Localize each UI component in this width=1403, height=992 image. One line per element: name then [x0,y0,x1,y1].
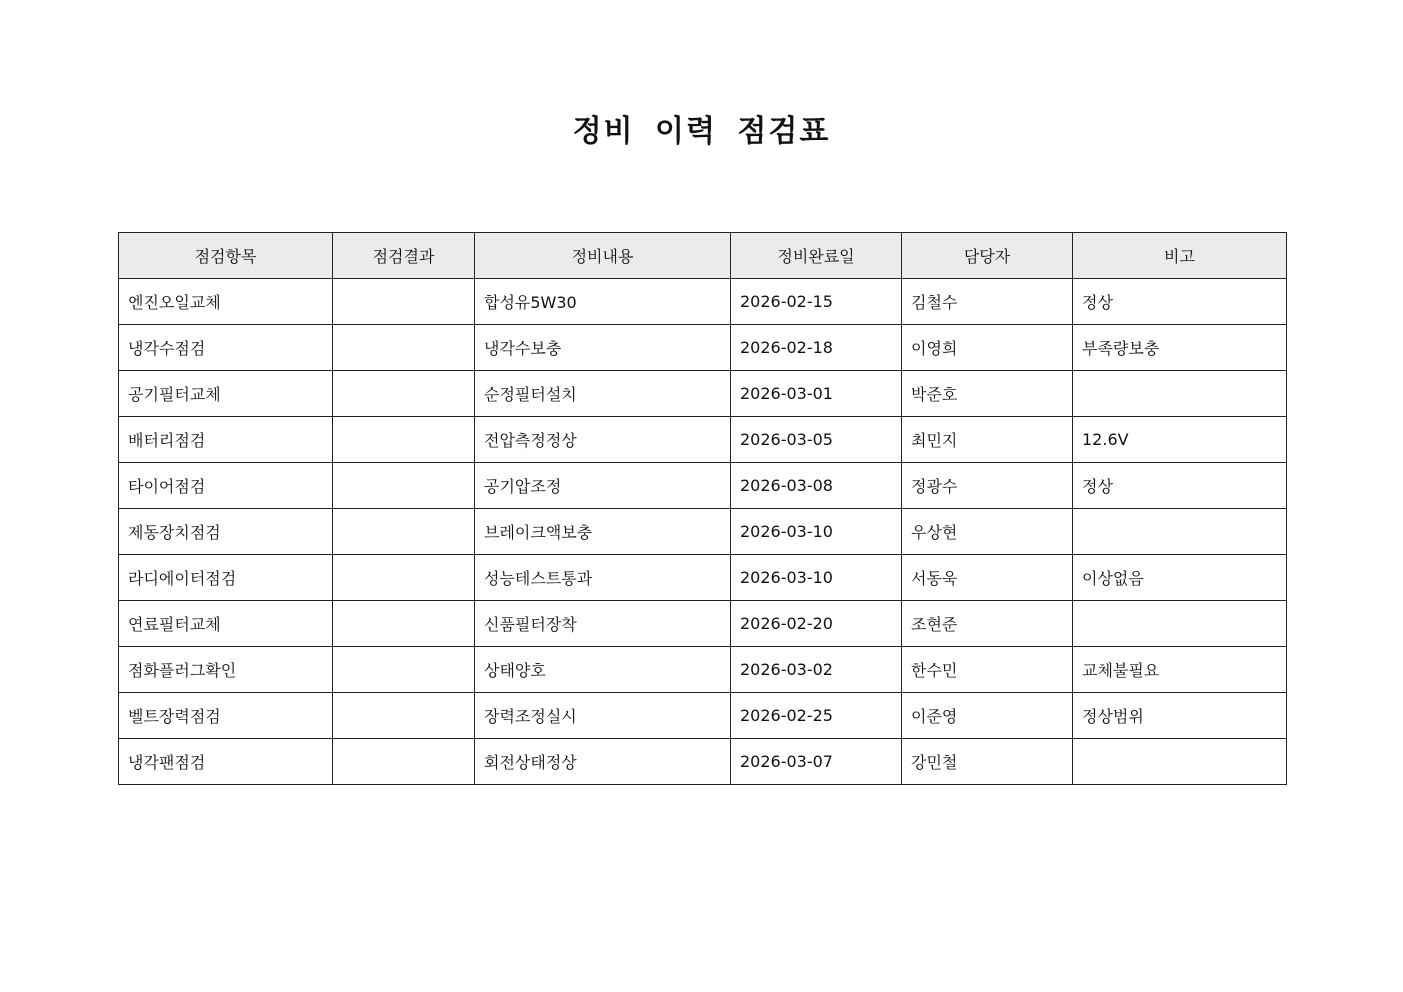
cell-maintenance-content: 냉각수보충 [475,325,731,371]
header-check-result: 점검결과 [333,233,475,279]
cell-completion-date: 2026-03-02 [731,647,902,693]
cell-manager: 박준호 [902,371,1073,417]
cell-completion-date: 2026-02-18 [731,325,902,371]
cell-maintenance-content: 공기압조정 [475,463,731,509]
cell-note: 정상범위 [1073,693,1287,739]
cell-maintenance-content: 회전상태정상 [475,739,731,785]
table-header-row [119,233,1287,279]
cell-completion-date: 2026-02-25 [731,693,902,739]
cell-note: 교체불필요 [1073,647,1287,693]
cell-manager: 정광수 [902,463,1073,509]
cell-manager: 한수민 [902,647,1073,693]
cell-check-item: 라디에이터점검 [119,555,333,601]
cell-manager: 이준영 [902,693,1073,739]
cell-check-result[interactable] [333,371,475,417]
header-check-item: 점검항목 [119,233,333,279]
cell-completion-date: 2026-03-10 [731,555,902,601]
cell-maintenance-content: 브레이크액보충 [475,509,731,555]
cell-check-result[interactable] [333,509,475,555]
table-row [119,279,1287,325]
cell-note: 정상 [1073,279,1287,325]
cell-completion-date: 2026-02-20 [731,601,902,647]
header-maintenance-content: 정비내용 [475,233,731,279]
cell-check-result[interactable] [333,601,475,647]
cell-check-result[interactable] [333,555,475,601]
cell-maintenance-content: 순정필터설치 [475,371,731,417]
cell-maintenance-content: 신품필터장착 [475,601,731,647]
table-row [119,555,1287,601]
cell-maintenance-content: 합성유5W30 [475,279,731,325]
table-row [119,647,1287,693]
cell-completion-date: 2026-03-05 [731,417,902,463]
cell-check-result[interactable] [333,325,475,371]
cell-check-item: 배터리점검 [119,417,333,463]
cell-check-item: 공기필터교체 [119,371,333,417]
cell-manager: 우상현 [902,509,1073,555]
cell-check-result[interactable] [333,417,475,463]
maintenance-check-table [118,232,1287,785]
cell-manager: 이영희 [902,325,1073,371]
cell-check-item: 점화플러그확인 [119,647,333,693]
cell-manager: 조현준 [902,601,1073,647]
table-row [119,463,1287,509]
cell-check-item: 엔진오일교체 [119,279,333,325]
cell-check-item: 제동장치점검 [119,509,333,555]
cell-manager: 서동욱 [902,555,1073,601]
cell-completion-date: 2026-02-15 [731,279,902,325]
cell-maintenance-content: 전압측정정상 [475,417,731,463]
cell-note: 12.6V [1073,417,1287,463]
cell-check-result[interactable] [333,693,475,739]
cell-check-item: 연료필터교체 [119,601,333,647]
table-row [119,325,1287,371]
cell-manager: 김철수 [902,279,1073,325]
document-title: 정비 이력 점검표 [572,114,831,149]
cell-check-result[interactable] [333,463,475,509]
cell-check-item: 냉각팬점검 [119,739,333,785]
cell-check-item: 벨트장력점검 [119,693,333,739]
cell-note: 이상없음 [1073,555,1287,601]
cell-completion-date: 2026-03-10 [731,509,902,555]
cell-maintenance-content: 성능테스트통과 [475,555,731,601]
table-row [119,417,1287,463]
cell-note: 정상 [1073,463,1287,509]
cell-note [1073,601,1287,647]
cell-completion-date: 2026-03-01 [731,371,902,417]
table-row [119,601,1287,647]
cell-note [1073,371,1287,417]
cell-completion-date: 2026-03-08 [731,463,902,509]
table-row [119,509,1287,555]
cell-manager: 강민철 [902,739,1073,785]
cell-completion-date: 2026-03-07 [731,739,902,785]
table-row [119,693,1287,739]
cell-manager: 최민지 [902,417,1073,463]
cell-maintenance-content: 장력조정실시 [475,693,731,739]
cell-check-item: 타이어점검 [119,463,333,509]
header-note: 비고 [1073,233,1287,279]
table-row [119,739,1287,785]
cell-note [1073,739,1287,785]
table-body [119,279,1287,785]
cell-note [1073,509,1287,555]
cell-check-result[interactable] [333,647,475,693]
cell-note: 부족량보충 [1073,325,1287,371]
header-completion-date: 정비완료일 [731,233,902,279]
cell-maintenance-content: 상태양호 [475,647,731,693]
cell-check-result[interactable] [333,739,475,785]
cell-check-item: 냉각수점검 [119,325,333,371]
cell-check-result[interactable] [333,279,475,325]
header-manager: 담당자 [902,233,1073,279]
table-row [119,371,1287,417]
